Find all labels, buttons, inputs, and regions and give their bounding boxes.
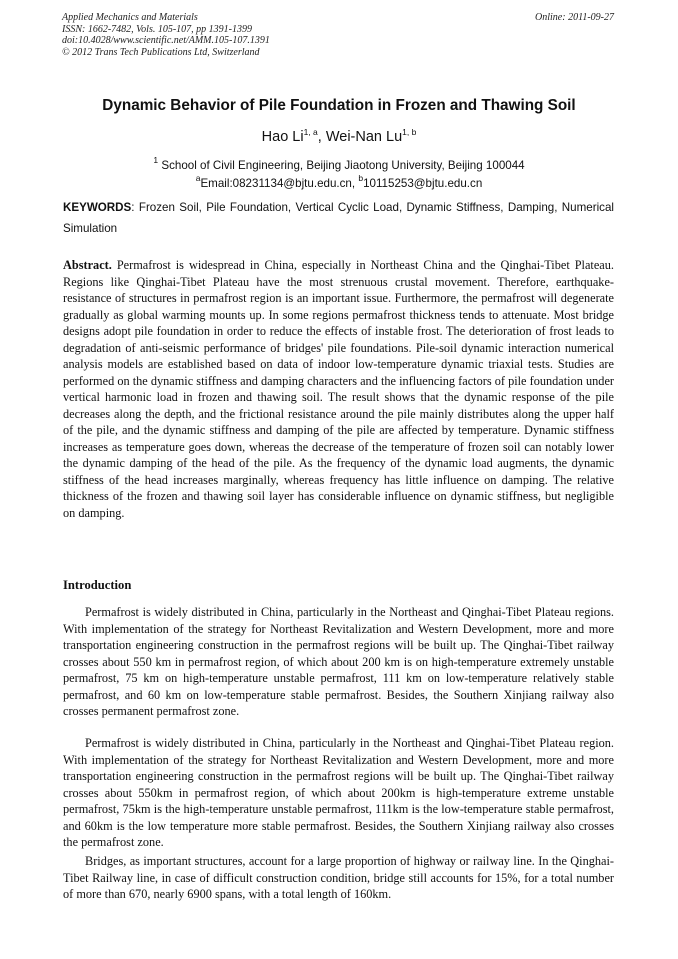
doi-line: doi:10.4028/www.scientific.net/AMM.105-107.1391 — [62, 35, 270, 46]
author-name: Hao Li — [261, 129, 304, 145]
affiliation-text: School of Civil Engineering, Beijing Jiaotong University, Beijing 100044 — [161, 159, 525, 172]
keywords-label: KEYWORDS — [63, 201, 132, 214]
email-a: Email:08231134@bjtu.edu.cn, — [200, 177, 359, 190]
paper-title: Dynamic Behavior of Pile Foundation in Frozen and Thawing Soil — [102, 97, 576, 114]
paragraph: Permafrost is widely distributed in China, particularly in the Northeast and Qinghai-Tibet Plateau regions. With implementation of the strategy for Northeast Revitalization and Western Development, more and more transportation engineering construction in the permafrost regions will be built up. The Qinghai-Tibet railway crosses about 550 km in permafrost region, of which about 200 km is on high-temperature extremely unstable permafrost, 75 km on high-temperature unstable permafrost, 111 km on low-temperature relatively stable permafrost, and 60 km on low-temperature stable permafrost. Besides, the Southern Xinjiang railway also crosses permanent permafrost zone. — [63, 605, 614, 718]
issn-line: ISSN: 1662-7482, Vols. 105-107, pp 1391-1399 — [62, 23, 252, 35]
email-line — [0, 173, 678, 190]
copyright-line: © 2012 Trans Tech Publications Ltd, Switzerland — [62, 46, 260, 58]
author-separator: , — [317, 129, 326, 145]
journal-name: Applied Mechanics and Materials — [62, 12, 198, 23]
keywords — [63, 198, 614, 239]
online-date: Online: 2011-09-27 — [535, 12, 614, 23]
abstract-label: Abstract. — [63, 258, 112, 272]
author-list — [0, 129, 678, 145]
section-heading: Introduction — [63, 578, 132, 592]
affiliation-superscript: 1 — [153, 155, 159, 165]
abstract-text: Permafrost is widespread in China, especially in Northeast China and the Qinghai-Tibet Plateau. Regions like Qinghai-Tibet Plateau have the most strenuous crustal movement. Therefore, earthquake-resistance of structures in permafrost region is an important issue. Furthermore, the permafrost will degenerate gradually as global warming mounts up. In some regions permafrost thickness tends to attenuate. Most bridge designs adopt pile foundation in order to reduce the effects of instable frost. The deterioration of frost leads to degradation of anti-seismic performance of bridges' pile foundations. Pile-soil dynamic interaction numerical analysis models are established based on data of indoor low-temperature dynamic triaxial tests. Studies are performed on the dynamic stiffness and damping characters and the influencing factors of pile foundation under vertical harmonic load in frozen and thawing soil. The result shows that the dynamic response of the pile decreases along the depth, and the frictional resistance around the pile mainly distributes along the upper half of the pile, and the dynamic stiffness and damping of the pile are affected by temperature. Dynamic stiffness increases as temperature goes down, whereas the decrease of the temperature of frozen soil can notably lower the dynamic damping of the head of the pile. As the frequency of the dynamic load augments, the dynamic stiffness of the head increases marginally, whereas frequency has little influence on damping. The relative thickness of the frozen and thawing soil layer has considerable influence on dynamic stiffness, but negligible on damping. — [63, 258, 614, 520]
email-superscript: b — [358, 173, 364, 183]
paragraph: Permafrost is widely distributed in China, particularly in the Northeast and Qinghai-Tibet Plateau region. With implementation of the strategy for Northeast Revitalization and Western Development, more and more transportation engineering construction in the permafrost regions will be built up. The Qinghai-Tibet railway crosses about 550km in permafrost region, of which about 200km is high-temperature extreme unstable permafrost, 75km is the high-temperature unstable permafrost, 111km is the low-temperature stable permafrost, and 60km is the low temperature more stable permafrost. Besides, the Southern Xinjiang railway also crosses the permafrost zone. — [63, 736, 614, 849]
email-superscript: a — [195, 173, 201, 183]
journal-header — [62, 12, 270, 58]
author-superscript: 1, b — [402, 127, 417, 137]
paragraph: Bridges, as important structures, account for a large proportion of highway or railway line. In the Qinghai-Tibet Railway line, in case of difficult construction condition, bridge still accounts for 15%, for a total number of more than 670, nearly 6900 spans, with a total length of 160km. — [63, 854, 614, 901]
author-name: Wei-Nan Lu — [325, 129, 403, 145]
affiliation — [0, 155, 678, 172]
email-b: 10115253@bjtu.edu.cn — [363, 177, 483, 190]
keywords-text: : Frozen Soil, Pile Foundation, Vertical Cyclic Load, Dynamic Stiffness, Damping, Numerical Simulation — [63, 201, 614, 235]
abstract — [63, 257, 614, 521]
author-superscript: 1, a — [303, 127, 318, 137]
